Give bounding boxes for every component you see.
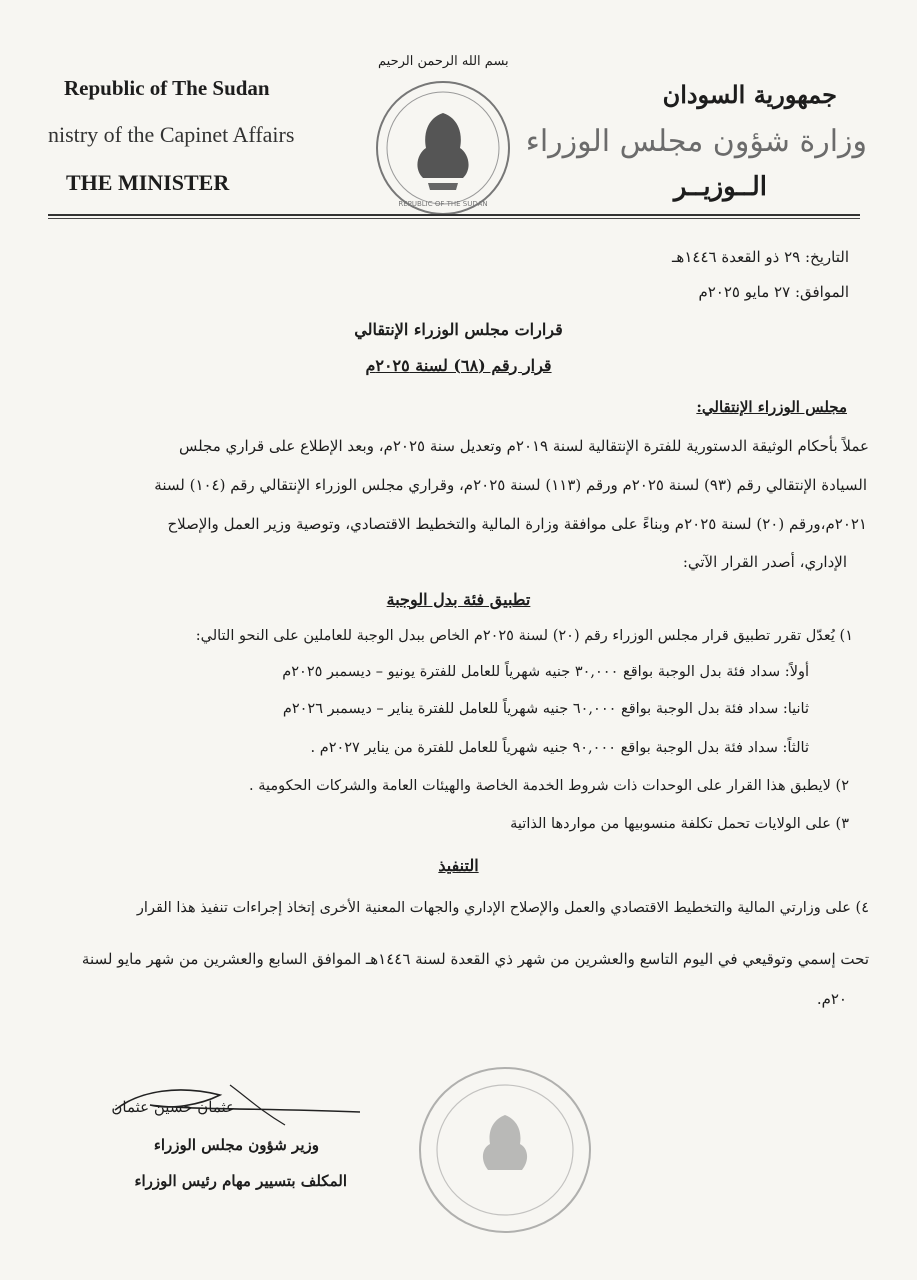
signatory-name: عثمان حسين عثمان <box>111 1098 235 1116</box>
date-gregorian: الموافق: ٢٧ مايو ٢٠٢٥م <box>698 283 849 301</box>
resolution-series-title: قرارات مجلس الوزراء الإنتقالي <box>354 320 563 339</box>
resolution-number: قرار رقم (٦٨) لسنة ٢٠٢٥م <box>365 356 552 375</box>
closing-line: تحت إسمي وتوقيعي في اليوم التاسع والعشرين من شهر ذي القعدة لسنة ١٤٤٦هـ الموافق السابع والعشرين من شهر مايو لسنة <box>81 950 869 968</box>
letterhead-minister-en: THE MINISTER <box>66 170 230 195</box>
preamble-line: عملاً بأحكام الوثيقة الدستورية للفترة الإنتقالية لسنة ٢٠١٩م وتعديل سنة ٢٠٢٥م، وبعد الإطلاع على قراري مجلس <box>178 437 869 455</box>
letterhead-country-en: Republic of The Sudan <box>64 76 270 100</box>
closing-line: ٢٠م. <box>816 990 847 1008</box>
list-item: ٢) لايطبق هذا القرار على الوحدات ذات شروط الخدمة الخاصة والهيئات العامة والشركات الحكومية . <box>249 778 849 794</box>
list-item: ٣) على الولايات تحمل تكلفة منسوبيها من مواردها الذاتية <box>510 816 849 832</box>
list-item: ١) يُعدّل تقرر تطبيق قرار مجلس الوزراء رقم (٢٠) لسنة ٢٠٢٥م الخاص ببدل الوجبة للعاملين على النحو التالي: <box>195 628 853 644</box>
list-item: ثانيا: سداد فئة بدل الوجبة بواقع ٦٠,٠٠٠ جنيه شهرياً للعامل للفترة يناير – ديسمبر ٢٠٢٦م <box>282 701 809 717</box>
signatory-subtitle: المكلف بتسيير مهام رئيس الوزراء <box>134 1172 347 1190</box>
section-heading-implementation: التنفيذ <box>438 856 479 875</box>
crest-text: REPUBLIC OF THE SUDAN <box>398 200 488 208</box>
letterhead-ministry-ar: وزارة شؤون مجلس الوزراء <box>525 124 867 159</box>
official-stamp-icon <box>410 1060 600 1240</box>
list-item: ثالثاً: سداد فئة بدل الوجبة بواقع ٩٠,٠٠٠ جنيه شهرياً للعامل للفترة من يناير ٢٠٢٧م . <box>310 740 809 756</box>
preamble-line: السيادة الإنتقالي رقم (٩٣) لسنة ٢٠٢٥م ورقم (١١٣) لسنة ٢٠٢٥م، وقراري مجلس الوزراء الإنتقالي رقم (١٠٤) لسنة <box>154 476 867 494</box>
addressee: مجلس الوزراء الإنتقالي: <box>696 398 847 416</box>
list-item: أولاً: سداد فئة بدل الوجبة بواقع ٣٠,٠٠٠ جنيه شهرياً للعامل للفترة يونيو – ديسمبر ٢٠٢٥م <box>282 664 809 680</box>
letterhead-minister-ar: الــوزيــر <box>673 172 767 202</box>
header-rule <box>48 214 860 216</box>
letterhead-ministry-en: nistry of the Capinet Affairs <box>48 122 295 147</box>
preamble-line: ٢٠٢١م،ورقم (٢٠) لسنة ٢٠٢٥م وبناءً على موافقة وزارة المالية والتخطيط الاقتصادي، وتوصية وزير العمل والإصلاح <box>167 515 867 533</box>
date-hijri: التاريخ: ٢٩ ذو القعدة ١٤٤٦هـ <box>672 248 849 266</box>
basmala: بسم الله الرحمن الرحيم <box>378 54 509 69</box>
list-item: ٤) على وزارتي المالية والتخطيط الاقتصادي والعمل والإصلاح الإداري والجهات المعنية الأخرى إتخاذ إجراءات تنفيذ هذا القرار <box>136 900 869 916</box>
signatory-title: وزير شؤون مجلس الوزراء <box>153 1136 319 1154</box>
header-rule-thin <box>48 218 860 219</box>
letterhead-country-ar: جمهورية السودان <box>662 80 837 109</box>
section-heading-meal-allowance: تطبيق فئة بدل الوجبة <box>386 590 531 609</box>
preamble-line: الإداري، أصدر القرار الآتي: <box>682 553 847 571</box>
sudan-emblem-icon <box>368 68 518 218</box>
